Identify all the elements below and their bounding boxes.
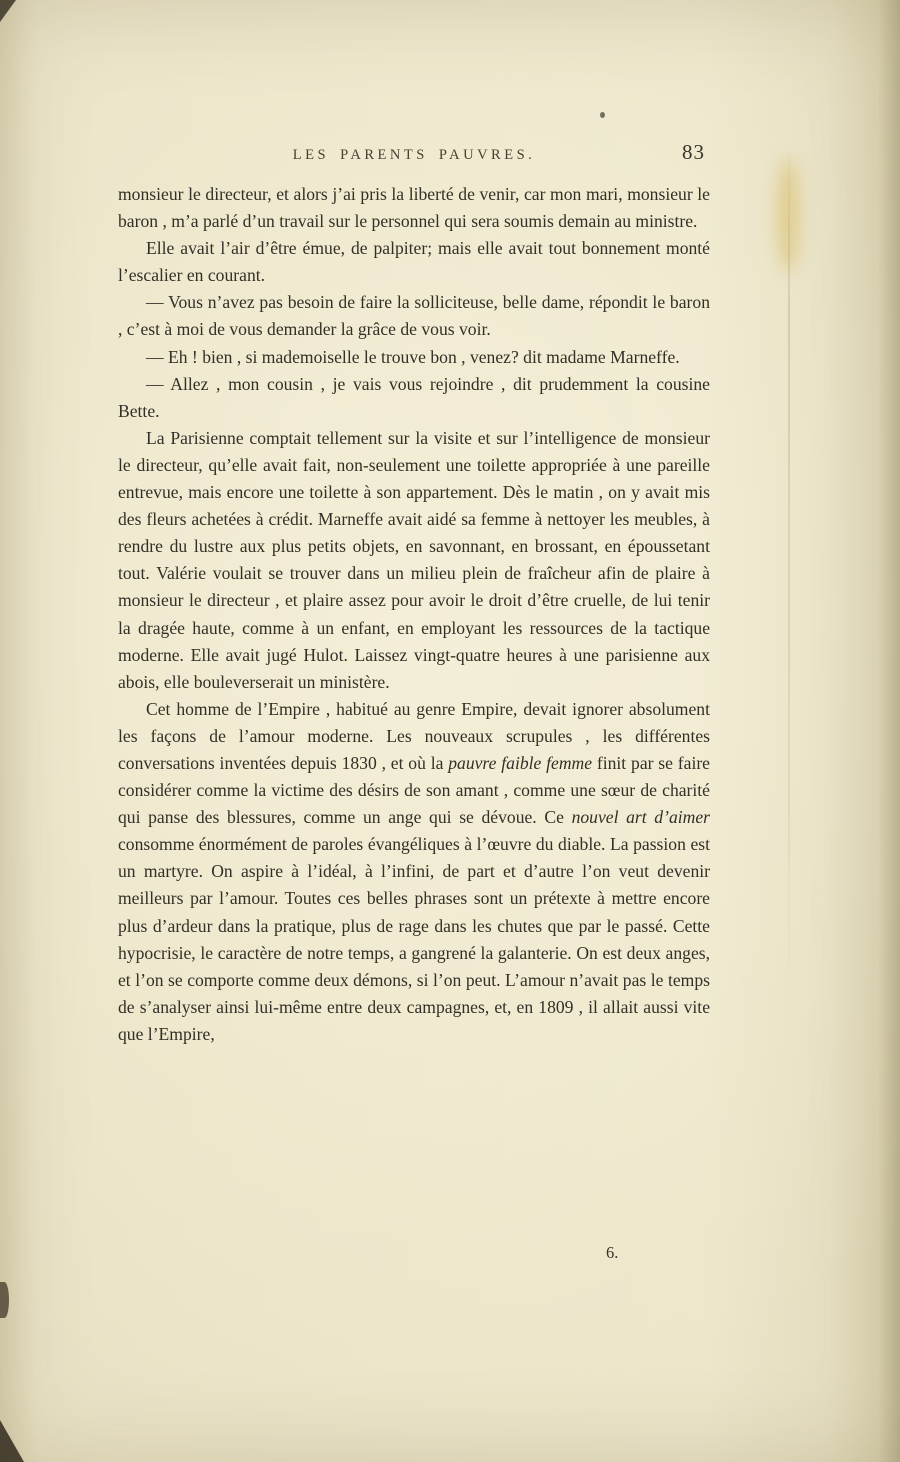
- scan-artifact-top-left-corner: [0, 0, 16, 22]
- paragraph-dialogue: — Eh ! bien , si mademoiselle le trouve bon , venez? dit madame Marneffe.: [146, 346, 680, 367]
- paragraph-continuation: monsieur le directeur, et alors j’ai pris la liberté de venir, car mon mari, monsieur le baron , m’a parlé d’un travail sur le personnel qui sera soumis demain au ministre.: [118, 184, 710, 232]
- paragraph-segment-italic: pauvre faible femme: [448, 752, 593, 773]
- scan-artifact-crease: [788, 140, 790, 1000]
- scan-artifact-left-edge-spot: [0, 1282, 9, 1318]
- scan-artifact-speck: [600, 112, 605, 118]
- paragraph-segment: finit par se faire considérer comme la victime des désirs de son amant , comme une sœur de charité qui panse des blessures, comme un ange qui se dévoue. Ce: [118, 752, 710, 828]
- page-number: 83: [682, 140, 705, 164]
- signature-mark: 6.: [606, 1243, 619, 1262]
- paragraph-segment-italic: nouvel art d’aimer: [571, 807, 710, 828]
- page-body: [118, 181, 710, 1048]
- paragraph-dialogue: — Vous n’avez pas besoin de faire la solliciteuse, belle dame, répondit le baron , c’est à moi de vous demander la grâce de vous voir.: [118, 292, 710, 340]
- running-title: LES PARENTS PAUVRES.: [292, 147, 536, 163]
- scan-artifact-bottom-left-corner: [0, 1420, 24, 1462]
- scan-artifact-right-shade: [878, 0, 900, 1462]
- paragraph: Elle avait l’air d’être émue, de palpiter; mais elle avait tout bonnement monté l’escalier en courant.: [118, 238, 710, 286]
- paragraph-dialogue: — Allez , mon cousin , je vais vous rejoindre , dit prudemment la cousine Bette.: [118, 373, 710, 421]
- paragraph: La Parisienne comptait tellement sur la visite et sur l’intelligence de monsieur le directeur, qu’elle avait fait, non-seulement une toilette appropriée à une pareille entrevue, mais encore une toilette à son appartement. Dès le matin , on y avait mis des fleurs achetées à crédit. Marneffe avait aidé sa femme à nettoyer les meubles, à rendre du lustre aux plus petits objets, en savonnant, en brossant, en époussetant tout. Valérie voulait se trouver dans un milieu plein de fraîcheur afin de plaire à monsieur le directeur , et plaire assez pour avoir le droit d’être cruelle, de lui tenir la dragée haute, comme à un enfant, en employant les ressources de la tactique moderne. Elle avait jugé Hulot. Laissez vingt-quatre heures à une parisienne aux abois, elle bouleverserait un ministère.: [118, 427, 710, 692]
- paragraph-segment: Cet homme de l’Empire , habitué au genre Empire, devait ignorer absolument les façons de l’amour moderne. Les nouveaux scrupules , les différentes conversations inventées depuis 1830 , et où la: [118, 698, 710, 773]
- paragraph-segment: consomme énormément de paroles évangéliques à l’œuvre du diable. La passion est un martyre. On aspire à l’idéal, à l’infini, de part et d’autre l’on veut devenir meilleurs par l’amour. Toutes ces belles phrases sont un prétexte à mettre encore plus d’ardeur dans la pratique, plus de rage dans les chutes que par le passé. Cette hypocrisie, le caractère de notre temps, a gangrené la galanterie. On est deux anges, et l’on se comporte comme deux démons, si l’on peut. L’amour n’avait pas le temps de s’analyser ainsi lui-même entre deux campagnes, et, en 1809 , il allait aussi vite que l’Empire,: [118, 834, 710, 1044]
- paragraph: [118, 696, 710, 1048]
